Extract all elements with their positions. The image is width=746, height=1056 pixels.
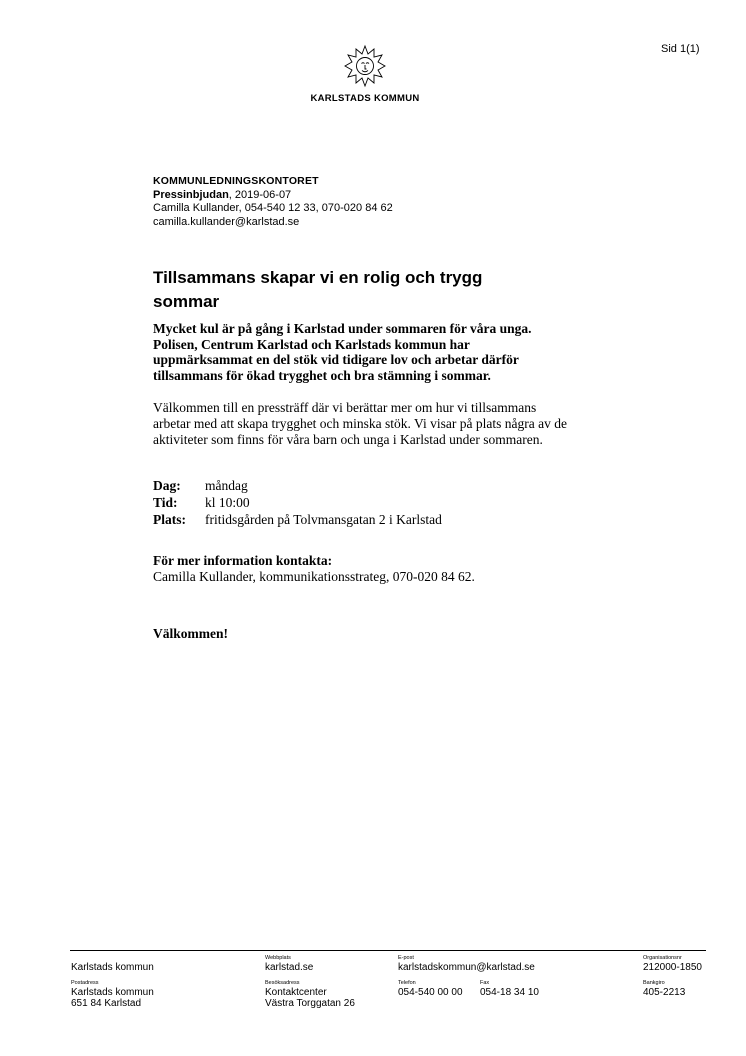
- headline: [153, 266, 593, 314]
- lead-paragraph: [153, 321, 633, 383]
- footer-org: [643, 955, 702, 973]
- press-line: [153, 189, 393, 203]
- body-line: Välkommen till en pressträff där vi berättar mer om hur vi tillsammans: [153, 400, 537, 415]
- footer-postal-label: Postadress: [71, 980, 99, 986]
- contact-block: [153, 553, 475, 585]
- press-date: , 2019-06-07: [228, 188, 292, 201]
- body-paragraph: [153, 400, 633, 448]
- place-value: fritidsgården på Tolvmansgatan 2 i Karlstad: [205, 512, 442, 527]
- footer-postal-line-2: 651 84 Karlstad: [71, 998, 142, 1009]
- detail-row-time: [153, 494, 442, 511]
- footer-postal-line-1: Karlstads kommun: [71, 987, 154, 998]
- lead-line: Polisen, Centrum Karlstad och Karlstads kommun har: [153, 336, 470, 352]
- footer-org-label: Organisationsnr: [643, 955, 682, 961]
- detail-row-place: [153, 511, 442, 528]
- footer-org-value: 212000-1850: [643, 962, 702, 973]
- lead-line: uppmärksammat en del stök vid tidigare lov och arbetar därför: [153, 352, 519, 367]
- body-line: aktiviteter som finns för våra barn och unga i Karlstad under sommaren.: [153, 432, 543, 447]
- day-label: Dag:: [153, 478, 181, 493]
- headline-line-1: Tillsammans skapar vi en rolig och trygg: [153, 268, 483, 287]
- sun-face-icon: [343, 44, 387, 88]
- footer-phone: [398, 980, 463, 998]
- footer-fax: [480, 980, 539, 998]
- event-details: [153, 477, 442, 528]
- footer-fax-label: Fax: [480, 980, 490, 986]
- footer-bankgiro-value: 405-2213: [643, 987, 686, 998]
- footer-visit-label: Besöksadress: [265, 980, 300, 986]
- time-value: kl 10:00: [205, 495, 250, 510]
- footer-email: [398, 955, 535, 973]
- page-number: Sid 1(1): [661, 43, 700, 55]
- sender-email: camilla.kullander@karlstad.se: [153, 215, 300, 228]
- lead-line: Mycket kul är på gång i Karlstad under sommaren för våra unga.: [153, 321, 532, 336]
- footer-web: [265, 955, 313, 973]
- footer-visit-line-1: Kontaktcenter: [265, 987, 327, 998]
- footer-bankgiro-label: Bankgiro: [643, 980, 665, 986]
- department: KOMMUNLEDNINGSKONTORET: [153, 175, 319, 187]
- day-value: måndag: [205, 478, 248, 493]
- body-line: arbetar med att skapa trygghet och minska stök. Vi visar på plats några av de: [153, 416, 567, 431]
- footer-email-label: E-post: [398, 955, 414, 961]
- time-label: Tid:: [153, 495, 178, 510]
- sender-block: [153, 175, 393, 229]
- lead-line: tillsammans för ökad trygghet och bra stämning i sommar.: [153, 367, 491, 383]
- place-label: Plats:: [153, 512, 186, 527]
- footer-bankgiro: [643, 980, 685, 998]
- footer-divider: [70, 950, 706, 951]
- contact-line: Camilla Kullander, 054-540 12 33, 070-020 84 62: [153, 202, 393, 214]
- logo-text: KARLSTADS KOMMUN: [310, 93, 420, 104]
- footer-visit-line-2: Västra Torggatan 26: [265, 998, 355, 1009]
- footer-phone-label: Telefon: [398, 980, 416, 986]
- footer-web-label: Webbplats: [265, 955, 291, 961]
- footer-name: Karlstads kommun: [71, 962, 154, 973]
- contact-text: Camilla Kullander, kommunikationsstrateg, 070-020 84 62.: [153, 569, 475, 584]
- footer-fax-value: 054-18 34 10: [480, 987, 539, 998]
- footer-phone-value: 054-540 00 00: [398, 987, 463, 998]
- footer-web-value: karlstad.se: [265, 962, 314, 973]
- contact-heading: För mer information kontakta:: [153, 553, 333, 568]
- footer-visit: [265, 980, 355, 1009]
- press-label: Pressinbjudan: [153, 188, 229, 201]
- footer-postal: [71, 980, 154, 1009]
- closing: Välkommen!: [153, 626, 228, 641]
- detail-row-day: [153, 477, 442, 494]
- headline-line-2: sommar: [153, 292, 220, 311]
- footer-email-value: karlstadskommun@karlstad.se: [398, 962, 535, 973]
